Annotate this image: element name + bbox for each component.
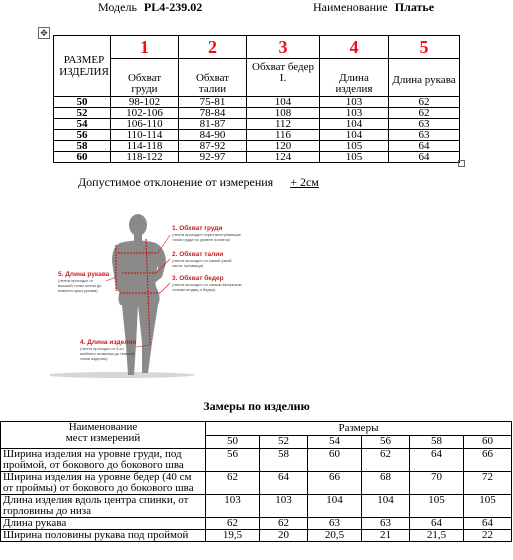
column-number: 2	[179, 36, 247, 59]
size-row	[54, 152, 460, 163]
size-header-line: РАЗМЕР	[63, 54, 105, 66]
size-cell: 103	[320, 97, 389, 108]
measure-value: 62	[206, 518, 260, 530]
measure-value: 22	[464, 530, 512, 542]
size-cell: 102-106	[111, 108, 179, 119]
measure-value: 19,5	[206, 530, 260, 542]
tolerance-label: Допустимое отклонение от измерения	[78, 175, 274, 189]
size-row	[54, 97, 460, 108]
measure-section-title: Замеры по изделию	[203, 399, 310, 413]
measure-value: 62	[206, 472, 260, 495]
measure-value: 104	[307, 495, 361, 518]
name-label: Наименование	[313, 0, 388, 14]
table-resize-handle[interactable]	[458, 160, 465, 167]
measure-row	[1, 518, 512, 530]
measure-value: 21,5	[409, 530, 463, 542]
size-cell: 120	[247, 141, 320, 152]
column-label: Обхват бедер I.	[247, 59, 320, 97]
measure-name	[1, 472, 206, 495]
size-row	[54, 130, 460, 141]
measure-value: 21	[362, 530, 410, 542]
annotation-waist: 2. Обхват талии (лента проходит по самой узкой части туловища)	[172, 251, 232, 268]
size-cell: 124	[247, 152, 320, 163]
measure-row	[1, 495, 512, 518]
annotation-length: 4. Длина изделия (лента проходит от 6-го шейного позвонка до нижней точки изделия)	[80, 339, 137, 361]
column-label: Обхват груди	[111, 59, 179, 97]
measure-name	[1, 518, 206, 530]
size-cell: 104	[247, 97, 320, 108]
measure-value: 62	[362, 449, 410, 472]
name-line	[313, 0, 434, 15]
size-cell: 62	[389, 97, 460, 108]
model-value: PL4-239.02	[143, 0, 203, 14]
size-cell: 110-114	[111, 130, 179, 141]
measure-name-line: от проймы) от бокового до бокового шва	[3, 482, 194, 494]
size-cell: 118-122	[111, 152, 179, 163]
annotation-sleeve: 5. Длина рукава (лента проходит от высшей точки плеча до нижнего края рукава)	[58, 271, 110, 293]
measurement-figure	[50, 205, 280, 385]
measure-name-line: Ширина изделия на уровне груди, под	[3, 448, 182, 460]
size-value: 58	[54, 141, 111, 152]
measure-name-header: Наименование мест измерений	[1, 422, 206, 449]
measure-row	[1, 530, 512, 542]
column-label: Длина изделия	[320, 59, 389, 97]
measure-value: 104	[362, 495, 410, 518]
column-label: Длина рукава	[389, 59, 460, 97]
measure-value: 72	[464, 472, 512, 495]
model-line	[98, 0, 202, 15]
measure-value: 63	[362, 518, 410, 530]
size-row	[54, 141, 460, 152]
measure-value: 60	[307, 449, 361, 472]
size-header-line: ИЗДЕЛИЯ	[59, 66, 109, 78]
column-number: 5	[389, 36, 460, 59]
size-cell: 64	[389, 152, 460, 163]
column-label: Обхват талии	[179, 59, 247, 97]
size-cell: 84-90	[179, 130, 247, 141]
size-cell: 114-118	[111, 141, 179, 152]
measure-name	[1, 530, 206, 542]
sizes-header: Размеры	[206, 422, 512, 436]
size-cell: 62	[389, 108, 460, 119]
size-column-header: 56	[362, 435, 410, 449]
size-cell: 112	[247, 119, 320, 130]
measure-value: 20	[260, 530, 308, 542]
measure-value: 56	[206, 449, 260, 472]
measure-value: 58	[260, 449, 308, 472]
size-cell: 105	[320, 152, 389, 163]
size-value: 52	[54, 108, 111, 119]
measure-value: 105	[409, 495, 463, 518]
measure-value: 105	[464, 495, 512, 518]
size-cell: 103	[320, 108, 389, 119]
measure-name-line: Длина рукава	[3, 517, 67, 529]
size-value: 50	[54, 97, 111, 108]
column-number: 4	[320, 36, 389, 59]
measure-value: 62	[260, 518, 308, 530]
annotation-hips: 3. Обхват бедер (лента проходит по самым выпуклым точкам ягодиц и бедер)	[172, 275, 242, 292]
size-cell: 87-92	[179, 141, 247, 152]
measure-name-line: Ширина половины рукава под проймой	[3, 529, 189, 541]
tolerance-value: + 2см	[290, 175, 319, 189]
size-value: 54	[54, 119, 111, 130]
size-cell: 104	[320, 119, 389, 130]
size-row	[54, 119, 460, 130]
model-label: Модель	[98, 0, 137, 14]
measure-name	[1, 449, 206, 472]
size-column-header: 52	[260, 435, 308, 449]
measure-value: 64	[409, 518, 463, 530]
size-cell: 78-84	[179, 108, 247, 119]
measure-value: 66	[464, 449, 512, 472]
measure-name-line: горловины до низа	[3, 505, 92, 517]
column-number: 1	[111, 36, 179, 59]
table-move-handle-icon[interactable]: ✥	[38, 27, 50, 39]
measure-name-line: проймой, от бокового до бокового шва	[3, 459, 184, 471]
annotation-chest: 1. Обхват груди (лента проходит через выступающие точки груди на уровне лопаток)	[172, 225, 242, 242]
size-row	[54, 108, 460, 119]
size-column-header: 58	[409, 435, 463, 449]
size-cell: 98-102	[111, 97, 179, 108]
size-column-header: 60	[464, 435, 512, 449]
size-table	[53, 35, 460, 163]
measure-name-line: Ширина изделия на уровне бедер (40 см	[3, 471, 192, 483]
measure-value: 66	[307, 472, 361, 495]
size-cell: 105	[320, 141, 389, 152]
measure-value: 68	[362, 472, 410, 495]
tolerance-line	[78, 175, 319, 190]
measure-value: 103	[260, 495, 308, 518]
size-cell: 104	[320, 130, 389, 141]
size-cell: 92-97	[179, 152, 247, 163]
measure-row	[1, 449, 512, 472]
size-cell: 64	[389, 141, 460, 152]
size-column-header: 50	[206, 435, 260, 449]
name-value: Платье	[394, 0, 435, 14]
measure-value: 20,5	[307, 530, 361, 542]
column-number: 3	[247, 36, 320, 59]
measure-table	[0, 421, 512, 542]
measure-value: 64	[260, 472, 308, 495]
measure-value: 103	[206, 495, 260, 518]
size-value: 60	[54, 152, 111, 163]
size-cell: 106-110	[111, 119, 179, 130]
measure-name	[1, 495, 206, 518]
measure-value: 64	[409, 449, 463, 472]
size-cell: 81-87	[179, 119, 247, 130]
measure-value: 70	[409, 472, 463, 495]
measure-value: 64	[464, 518, 512, 530]
size-cell: 63	[389, 119, 460, 130]
measure-name-line: Длина изделия вдоль центра спинки, от	[3, 494, 189, 506]
size-header-cell	[54, 36, 111, 97]
size-value: 56	[54, 130, 111, 141]
size-cell: 108	[247, 108, 320, 119]
size-cell: 75-81	[179, 97, 247, 108]
size-cell: 63	[389, 130, 460, 141]
size-cell: 116	[247, 130, 320, 141]
measure-value: 63	[307, 518, 361, 530]
measure-row	[1, 472, 512, 495]
size-column-header: 54	[307, 435, 361, 449]
